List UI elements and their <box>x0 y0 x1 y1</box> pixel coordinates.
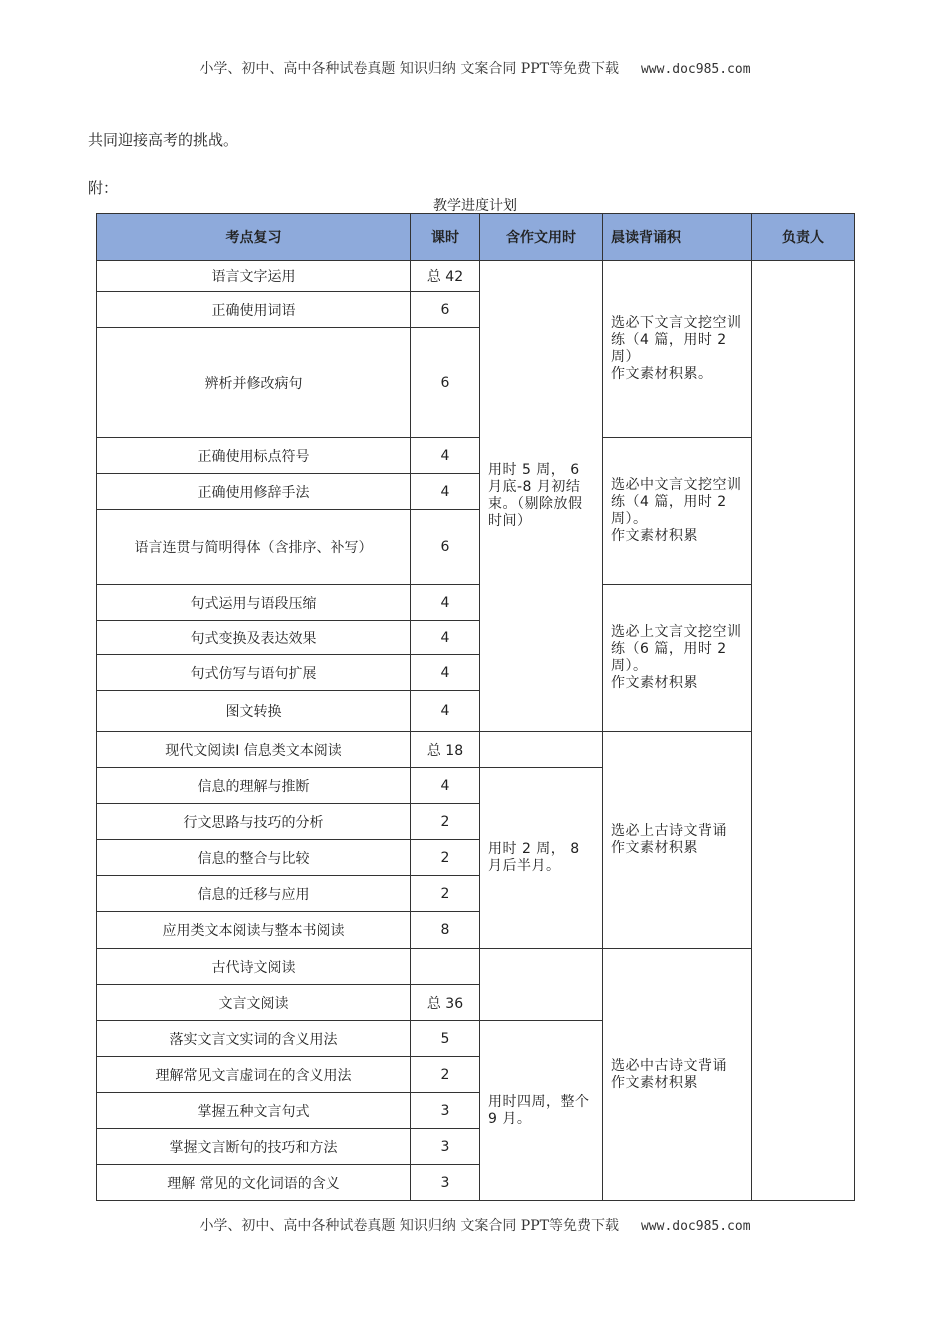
owner-cell <box>752 261 855 1201</box>
topic-cell: 句式仿写与语句扩展 <box>97 655 411 691</box>
table-header-row <box>97 214 855 261</box>
hours-cell: 8 <box>411 912 480 949</box>
writing-time-text: 用时 2 周， 8 月后半月。 <box>488 841 580 874</box>
empty-cell <box>480 949 603 1021</box>
hours-cell: 总 42 <box>411 261 480 292</box>
topic-cell: 句式运用与语段压缩 <box>97 585 411 621</box>
attach-label: 附： <box>88 179 119 197</box>
hours-cell: 4 <box>411 621 480 655</box>
morning-reading-line: 作文素材积累 <box>611 840 698 856</box>
topic-cell: 正确使用修辞手法 <box>97 474 411 510</box>
header-banner-text: 小学、初中、高中各种试卷真题 知识归纳 文案合同 PPT等免费下载 <box>199 61 619 77</box>
hours-cell: 4 <box>411 655 480 691</box>
hours-cell: 3 <box>411 1165 480 1201</box>
morning-reading-line: 选必中古诗文背诵 <box>611 1057 727 1074</box>
topic-cell: 图文转换 <box>97 691 411 732</box>
topic-cell: 句式变换及表达效果 <box>97 621 411 655</box>
hours-cell: 6 <box>411 328 480 438</box>
topic-cell: 理解 常见的文化词语的含义 <box>97 1165 411 1201</box>
topic-cell: 正确使用词语 <box>97 292 411 328</box>
morning-reading-cell <box>603 585 752 732</box>
table-row <box>97 438 855 474</box>
col-header-topic: 考点复习 <box>97 214 411 261</box>
topic-cell: 信息的整合与比较 <box>97 840 411 876</box>
morning-reading-line: 选必上古诗文背诵 <box>611 823 727 839</box>
table-row <box>97 585 855 621</box>
topic-cell: 掌握五种文言句式 <box>97 1093 411 1129</box>
hours-cell: 4 <box>411 691 480 732</box>
writing-time-cell <box>480 261 603 732</box>
col-header-morning-reading: 晨读背诵积 <box>603 214 752 261</box>
hours-cell: 2 <box>411 840 480 876</box>
topic-cell: 信息的迁移与应用 <box>97 876 411 912</box>
hours-cell: 6 <box>411 510 480 585</box>
hours-cell: 4 <box>411 768 480 804</box>
hours-cell: 总 18 <box>411 732 480 768</box>
hours-cell: 2 <box>411 804 480 840</box>
intro-line: 共同迎接高考的挑战。 <box>88 131 239 149</box>
topic-cell: 语言连贯与简明得体（含排序、补写） <box>97 510 411 585</box>
topic-cell: 掌握文言断句的技巧和方法 <box>97 1129 411 1165</box>
footer-banner <box>0 1215 950 1235</box>
hours-cell: 3 <box>411 1093 480 1129</box>
footer-banner-text: 小学、初中、高中各种试卷真题 知识归纳 文案合同 PPT等免费下载 <box>199 1218 619 1234</box>
hours-cell: 4 <box>411 438 480 474</box>
topic-cell: 文言文阅读 <box>97 985 411 1021</box>
writing-time-text: 用时 5 周， 6 月底-8 月初结束。（剔除放假时间） <box>488 462 583 529</box>
topic-cell: 信息的理解与推断 <box>97 768 411 804</box>
writing-time-cell <box>480 768 603 949</box>
morning-reading-line: 作文素材积累。 <box>611 366 713 382</box>
hours-cell: 2 <box>411 1057 480 1093</box>
topic-cell: 行文思路与技巧的分析 <box>97 804 411 840</box>
hours-cell: 3 <box>411 1129 480 1165</box>
col-header-writing-time: 含作文用时 <box>480 214 603 261</box>
topic-cell: 古代诗文阅读 <box>97 949 411 985</box>
header-banner <box>0 58 950 78</box>
morning-reading-line: 作文素材积累 <box>611 1074 698 1091</box>
table-row <box>97 261 855 292</box>
hours-cell: 2 <box>411 876 480 912</box>
col-header-owner: 负责人 <box>752 214 855 261</box>
morning-reading-line: 选必下文言文挖空训练（4 篇，用时 2 周） <box>611 315 742 365</box>
hours-cell: 4 <box>411 474 480 510</box>
morning-reading-cell <box>603 438 752 585</box>
topic-cell: 正确使用标点符号 <box>97 438 411 474</box>
footer-banner-url[interactable]: www.doc985.com <box>640 1219 751 1234</box>
morning-reading-line: 作文素材积累 <box>611 675 698 691</box>
col-header-hours: 课时 <box>411 214 480 261</box>
topic-cell: 辨析并修改病句 <box>97 328 411 438</box>
writing-time-cell <box>480 1021 603 1201</box>
topic-cell: 现代文阅读Ⅰ 信息类文本阅读 <box>97 732 411 768</box>
topic-cell: 落实文言文实词的含义用法 <box>97 1021 411 1057</box>
hours-cell: 6 <box>411 292 480 328</box>
hours-cell: 总 36 <box>411 985 480 1021</box>
hours-cell: 5 <box>411 1021 480 1057</box>
morning-reading-line: 选必上文言文挖空训练（6 篇，用时 2 周）。 <box>611 624 742 674</box>
header-banner-url[interactable]: www.doc985.com <box>640 62 751 77</box>
writing-time-text: 用时四周，整个 9 月。 <box>488 1093 590 1127</box>
topic-cell: 理解常见文言虚词在的含义用法 <box>97 1057 411 1093</box>
morning-reading-cell <box>603 261 752 438</box>
morning-reading-cell <box>603 949 752 1201</box>
teaching-plan-table <box>96 213 855 1201</box>
empty-cell <box>480 732 603 768</box>
hours-cell: 4 <box>411 585 480 621</box>
morning-reading-cell <box>603 732 752 949</box>
topic-cell: 语言文字运用 <box>97 261 411 292</box>
table-caption: 教学进度计划 <box>433 198 517 214</box>
table-row <box>97 732 855 768</box>
morning-reading-line: 选必中文言文挖空训练（4 篇，用时 2 周）。 <box>611 477 742 527</box>
topic-cell: 应用类文本阅读与整本书阅读 <box>97 912 411 949</box>
table-row <box>97 949 855 985</box>
morning-reading-line: 作文素材积累 <box>611 528 698 544</box>
hours-cell <box>411 949 480 985</box>
